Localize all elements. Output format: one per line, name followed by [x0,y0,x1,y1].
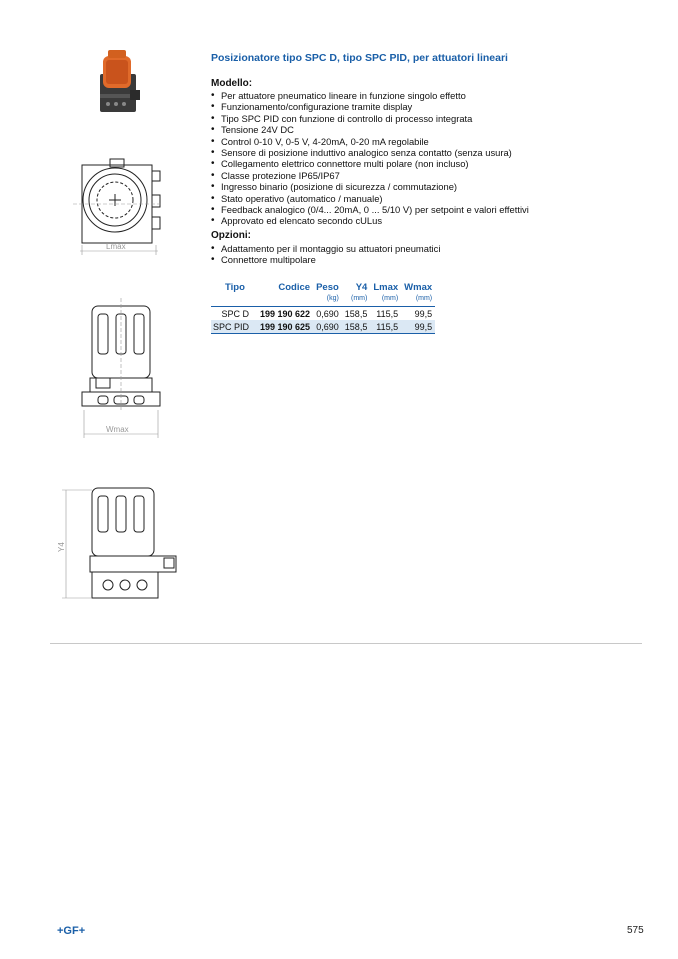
product-photo [90,50,150,116]
y4-dimension-label: Y4 [57,542,66,552]
unit-cell: (mm) [342,293,371,307]
unit-cell [257,293,313,307]
options-section-label: Opzioni: [211,229,251,241]
table-cell: SPC D [221,308,250,319]
table-cell: 99,5 [414,308,433,319]
list-item: • Ingresso binario (posizione di sicurezza / commutazione) [211,181,651,192]
table-cell: 115,5 [370,320,401,334]
table-cell: 158,5 [342,320,371,334]
table-cell: 158,5 [344,308,368,319]
front-view-drawing [52,482,182,604]
table-cell: 199 190 622 [260,308,311,319]
column-header-wmax: Wmax [404,281,433,293]
model-feature-list [211,90,651,227]
list-item: • Stato operativo (automatico / manuale) [211,193,651,204]
unit-cell: (mm) [370,293,401,307]
model-section-label: Modello: [211,78,253,89]
unit-cell [211,293,257,307]
list-item: • Sensore di posizione induttivo analogico senza contatto (senza usura) [211,147,651,158]
table-cell: 99,5 [401,320,435,334]
table-cell: 0,690 [316,308,339,319]
column-header-peso: Peso [316,281,339,293]
column-header-codice: Codice [278,281,311,293]
page-title: Posizionatore tipo SPC D, tipo SPC PID, per attuatori lineari [211,52,508,64]
column-header-lmax: Lmax [373,281,399,293]
section-divider [50,643,642,644]
figure-column [0,0,200,620]
list-item: • Per attuatore pneumatico lineare in funzione singolo effetto [211,90,651,101]
column-header-tipo: Tipo [225,281,245,293]
table-row [211,320,435,334]
unit-cell: (kg) [313,293,342,307]
list-item: • Funzionamento/configurazione tramite display [211,101,651,112]
list-item: • Approvato ed elencato secondo cULus [211,215,651,226]
table-units-row [211,293,435,307]
wmax-dimension-label: Wmax [106,425,129,434]
list-item: • Tensione 24V DC [211,124,651,135]
table-cell: 115,5 [376,308,399,319]
table-cell: 0,690 [313,320,342,334]
lmax-dimension-label: Lmax [106,242,126,251]
list-item: • Connettore multipolare [211,254,651,265]
top-view-drawing [70,155,170,265]
gf-logo: +GF+ [57,925,86,937]
table-cell: SPC PID [211,320,257,334]
unit-cell: (mm) [401,293,435,307]
table-header-row [211,281,435,293]
spec-table [211,281,435,334]
list-item: • Feedback analogico (0/4... 20mA, 0 ... 5/10 V) per setpoint e valori effettivi [211,204,651,215]
side-view-drawing [78,298,168,440]
list-item: • Control 0-10 V, 0-5 V, 4-20mA, 0-20 mA regolabile [211,136,651,147]
list-item: • Collegamento elettrico connettore multi polare (non incluso) [211,158,651,169]
list-item: • Tipo SPC PID con funzione di controllo di processo integrata [211,113,651,124]
table-cell: 199 190 625 [257,320,313,334]
options-list [211,243,651,266]
list-item: • Adattamento per il montaggio su attuatori pneumatici [211,243,651,254]
table-row [211,307,435,321]
column-header-y4: Y4 [355,281,368,293]
product-description [211,52,651,266]
list-item: • Classe protezione IP65/IP67 [211,170,651,181]
page-number: 575 [627,925,644,936]
